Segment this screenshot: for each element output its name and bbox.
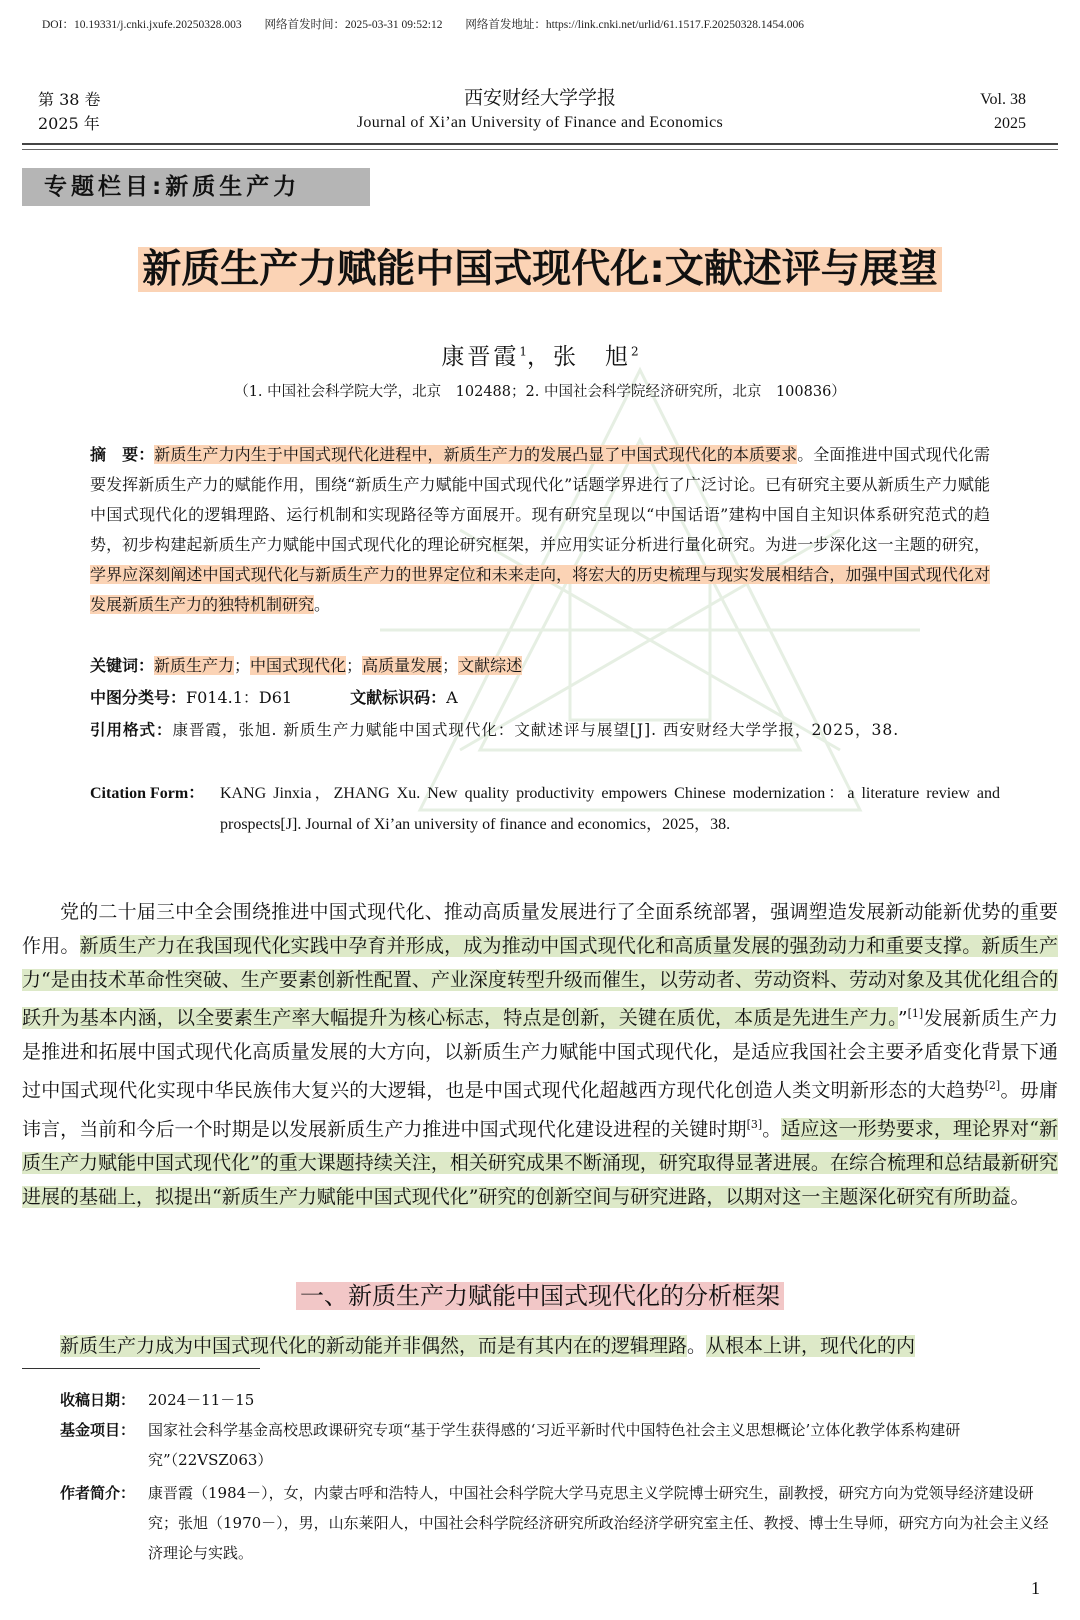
section-1-highlight-2: 从根本上讲，现代化的内: [706, 1335, 916, 1357]
paper-title: 新质生产力赋能中国式现代化:文献述评与展望: [138, 247, 942, 292]
doc-code-value: A: [446, 688, 458, 707]
publish-time: 网络首发时间：2025-03-31 09:52:12: [264, 19, 443, 31]
intro-paragraph: [22, 895, 1058, 1214]
doi: DOI：10.19331/j.cnki.jxufe.20250328.003: [42, 19, 242, 31]
keyword-sep: ；: [346, 656, 363, 675]
publish-url: 网络首发地址：https://link.cnki.net/urlid/61.1517.F.20250328.1454.006: [465, 19, 804, 31]
clc-value: F014.1：D61: [186, 688, 293, 707]
keyword-2: 中国式现代化: [250, 656, 347, 675]
clc-label: 中图分类号：: [90, 688, 187, 707]
section-1-highlight-1: 新质生产力成为中国式现代化的新动能并非偶然，而是有其内在的逻辑理路: [60, 1335, 688, 1357]
journal-header: [0, 84, 1080, 134]
footnote-received: [60, 1385, 1060, 1415]
section-1-period: 。: [687, 1335, 707, 1357]
author-2: 张 旭: [553, 344, 631, 370]
reference-2[interactable]: [2]: [984, 1079, 1001, 1093]
keyword-1: 新质生产力: [154, 656, 235, 675]
author-separator: ，: [527, 344, 553, 370]
paper-title-block: [0, 244, 1080, 296]
abstract-text: 。全面推进中国式现代化需要发挥新质生产力的赋能作用，围绕“新质生产力赋能中国式现代化”话题学界进行了广泛讨论。已有研究主要从新质生产力赋能中国式现代化的逻辑理路、运行机制和实现路径等方面展开。现有研究呈现以“中国话语”建构中国自主知识体系研究范式的趋势，初步构建起新质生产力赋能中国式现代化的理论研究框架，并应用实证分析进行量化研究。为进一步深化这一主题的研究，: [90, 445, 990, 554]
affiliations: （1. 中国社会科学院大学，北京 102488；2. 中国社会科学院经济研究所，北京 100836）: [234, 384, 846, 400]
author-2-affil: 2: [631, 344, 639, 359]
keyword-4: 文献综述: [458, 656, 523, 675]
keyword-sep: ；: [442, 656, 459, 675]
volume-en: Vol. 38: [980, 91, 1026, 108]
author-line: [0, 338, 1080, 371]
journal-name-en: Journal of Xi’an University of Finance and Economics: [356, 114, 724, 131]
volume-cn: 第 38 卷: [38, 90, 101, 109]
citation-en-text: KANG Jinxia，ZHANG Xu. New quality productivity empowers Chinese modernization：a literature review and prospects[J]. Journal of Xi’an university of finance and economics，2025，38.: [220, 785, 1000, 833]
reference-3[interactable]: [3]: [746, 1117, 763, 1131]
abstract-highlight-1: 新质生产力内生于中国式现代化进程中，新质生产力的发展凸显了中国式现代化的本质要求: [154, 445, 798, 464]
abstract-label: 摘 要：: [90, 445, 155, 464]
intro-highlight-1: 新质生产力在我国现代化实践中孕育并形成，成为推动中国式现代化和高质量发展的强劲动力和重要支撑。新质生产力“是由技术革命性突破、生产要素创新性配置、产业深度转型升级而催生，以劳动者、劳动资料、劳动对象及其优化组合的跃升为基本内涵，以全要素生产率大幅提升为核心标志，特点是创新，关键在质优，本质是先进生产力。: [22, 935, 1058, 1030]
page-number: 1: [1031, 1578, 1040, 1598]
author-bio-label: 作者简介：: [60, 1484, 136, 1502]
reference-1[interactable]: [1]: [907, 1007, 924, 1020]
intro-sentence-2: 发展新质生产力是推进和拓展中国式现代化高质量发展的大方向，以新质生产力赋能中国式现代化，是适应我国社会主要矛盾变化背景下通过中国式现代化实现中华民族伟大复兴的大逻辑，也是中国式现代化超越西方现代化创造人类文明新形态的大趋势: [22, 1007, 1058, 1102]
intro-quote-close: ”: [897, 1007, 908, 1030]
year-en: 2025: [994, 115, 1026, 132]
section-heading-1: [0, 1278, 1080, 1314]
fund-label: 基金项目：: [60, 1421, 136, 1439]
abstract-end: 。: [314, 595, 331, 614]
author-1-affil: 1: [519, 344, 527, 359]
keywords-label: 关键词：: [90, 656, 155, 675]
publication-meta: [42, 16, 824, 32]
footnote-rule: [22, 1368, 260, 1369]
citation-cn-label: 引用格式：: [90, 721, 173, 739]
fund-value: 国家社会科学基金高校思政课研究专项“基于学生获得感的‘习近平新时代中国特色社会主义思想概论’立体化教学体系构建研究”（22VSZ063）: [148, 1421, 961, 1469]
classification: [90, 684, 458, 712]
author-bio-value: 康晋霞（1984－），女，内蒙古呼和浩特人，中国社会科学院大学马克思主义学院博士研究生，副教授，研究方向为党领导经济建设研究；张旭（1970－），男，山东莱阳人，中国社会科学院经济研究所政治经济学研究室主任、教授、博士生导师，研究方向为社会主义经济理论与实践。: [148, 1484, 1049, 1562]
keyword-sep: ；: [234, 656, 251, 675]
header-right: [980, 88, 1026, 136]
section-heading-1-text: 一、新质生产力赋能中国式现代化的分析框架: [296, 1282, 784, 1310]
keyword-3: 高质量发展: [362, 656, 443, 675]
doc-code-label: 文献标识码：: [350, 688, 447, 707]
intro-sentence-1: 党的二十届三中全会围绕推进中国式现代化、推动高质量发展进行了全面系统部署，强调塑造发展新动能新优势的重要作用。: [22, 901, 1058, 957]
header-rule: [22, 143, 1058, 145]
received-value: 2024－11－15: [148, 1391, 255, 1409]
citation-cn: [90, 716, 899, 744]
intro-highlight-2: 适应这一形势要求，理论界对“新质生产力赋能中国式现代化”的重大课题持续关注，相关研究成果不断涌现，研究取得显著进展。在综合梳理和总结最新研究进展的基础上，拟提出“新质生产力赋能中国式现代化”研究的创新空间与研究进路，以期对这一主题深化研究有所助益: [22, 1117, 1058, 1208]
column-tag: 专题栏目:新质生产力: [22, 168, 370, 206]
author-1: 康晋霞: [441, 344, 520, 370]
year-cn: 2025 年: [38, 114, 100, 133]
citation-en: [90, 778, 1000, 840]
footnote-authors: [60, 1478, 1060, 1568]
journal-name-cn: 西安财经大学学报: [463, 87, 616, 109]
intro-end: 。: [1010, 1185, 1030, 1208]
header-rule-thin: [22, 149, 1058, 150]
keywords: [90, 652, 522, 680]
received-label: 收稿日期：: [60, 1391, 136, 1409]
abstract: [90, 440, 990, 620]
section-1-paragraph: [22, 1329, 1058, 1363]
citation-en-label: Citation Form：: [90, 785, 205, 802]
intro-sentence-3: 。毋庸讳言，当前和今后一个时期是以发展新质生产力推进中国式现代化建设进程的关键时期: [22, 1079, 1058, 1140]
intro-period: 。: [762, 1117, 782, 1140]
abstract-highlight-2: 学界应深刻阐述中国式现代化与新质生产力的世界定位和未来走向，将宏大的历史梳理与现实发展相结合，加强中国式现代化对发展新质生产力的独特机制研究: [90, 565, 990, 614]
citation-cn-text: 康晋霞，张旭. 新质生产力赋能中国式现代化：文献述评与展望[J]. 西安财经大学学报，2025，38.: [172, 721, 900, 739]
footnote-fund: [60, 1415, 1060, 1475]
